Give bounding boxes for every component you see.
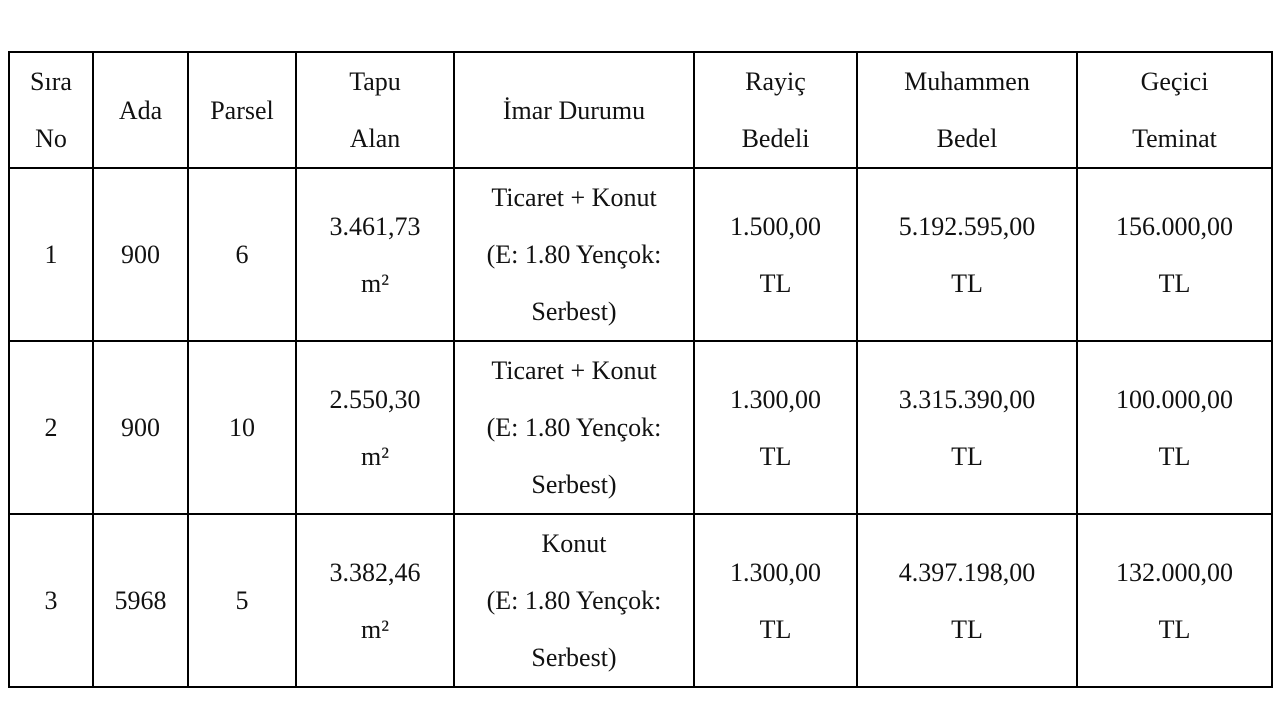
header-parsel: Parsel xyxy=(188,52,296,168)
cell-gecici-teminat: 132.000,00 TL xyxy=(1077,514,1272,687)
header-sira-no: Sıra No xyxy=(9,52,93,168)
cell-tapu-alan: 3.382,46 m² xyxy=(296,514,454,687)
cell-gecici-teminat: 156.000,00 TL xyxy=(1077,168,1272,341)
cell-muhammen-bedel: 4.397.198,00 TL xyxy=(857,514,1077,687)
cell-ada: 900 xyxy=(93,341,188,514)
cell-gecici-teminat: 100.000,00 TL xyxy=(1077,341,1272,514)
cell-ada: 5968 xyxy=(93,514,188,687)
cell-imar-durumu: Ticaret + Konut (E: 1.80 Yençok: Serbest) xyxy=(454,168,694,341)
cell-parsel: 5 xyxy=(188,514,296,687)
cell-imar-durumu: Ticaret + Konut (E: 1.80 Yençok: Serbest) xyxy=(454,341,694,514)
cell-imar-durumu: Konut (E: 1.80 Yençok: Serbest) xyxy=(454,514,694,687)
header-muhammen-bedel: Muhammen Bedel xyxy=(857,52,1077,168)
cell-sira-no: 1 xyxy=(9,168,93,341)
cell-rayic-bedeli: 1.300,00 TL xyxy=(694,514,857,687)
cell-ada: 900 xyxy=(93,168,188,341)
table-header-row xyxy=(9,52,1272,168)
cell-tapu-alan: 2.550,30 m² xyxy=(296,341,454,514)
cell-muhammen-bedel: 3.315.390,00 TL xyxy=(857,341,1077,514)
header-gecici-teminat: Geçici Teminat xyxy=(1077,52,1272,168)
header-tapu-alan: Tapu Alan xyxy=(296,52,454,168)
cell-sira-no: 2 xyxy=(9,341,93,514)
cell-sira-no: 3 xyxy=(9,514,93,687)
header-ada: Ada xyxy=(93,52,188,168)
header-rayic-bedeli: Rayiç Bedeli xyxy=(694,52,857,168)
cell-tapu-alan: 3.461,73 m² xyxy=(296,168,454,341)
parcel-auction-table xyxy=(8,51,1273,688)
cell-rayic-bedeli: 1.500,00 TL xyxy=(694,168,857,341)
table-row xyxy=(9,341,1272,514)
cell-rayic-bedeli: 1.300,00 TL xyxy=(694,341,857,514)
table-row xyxy=(9,168,1272,341)
header-imar-durumu: İmar Durumu xyxy=(454,52,694,168)
cell-muhammen-bedel: 5.192.595,00 TL xyxy=(857,168,1077,341)
cell-parsel: 10 xyxy=(188,341,296,514)
cell-parsel: 6 xyxy=(188,168,296,341)
table-row xyxy=(9,514,1272,687)
